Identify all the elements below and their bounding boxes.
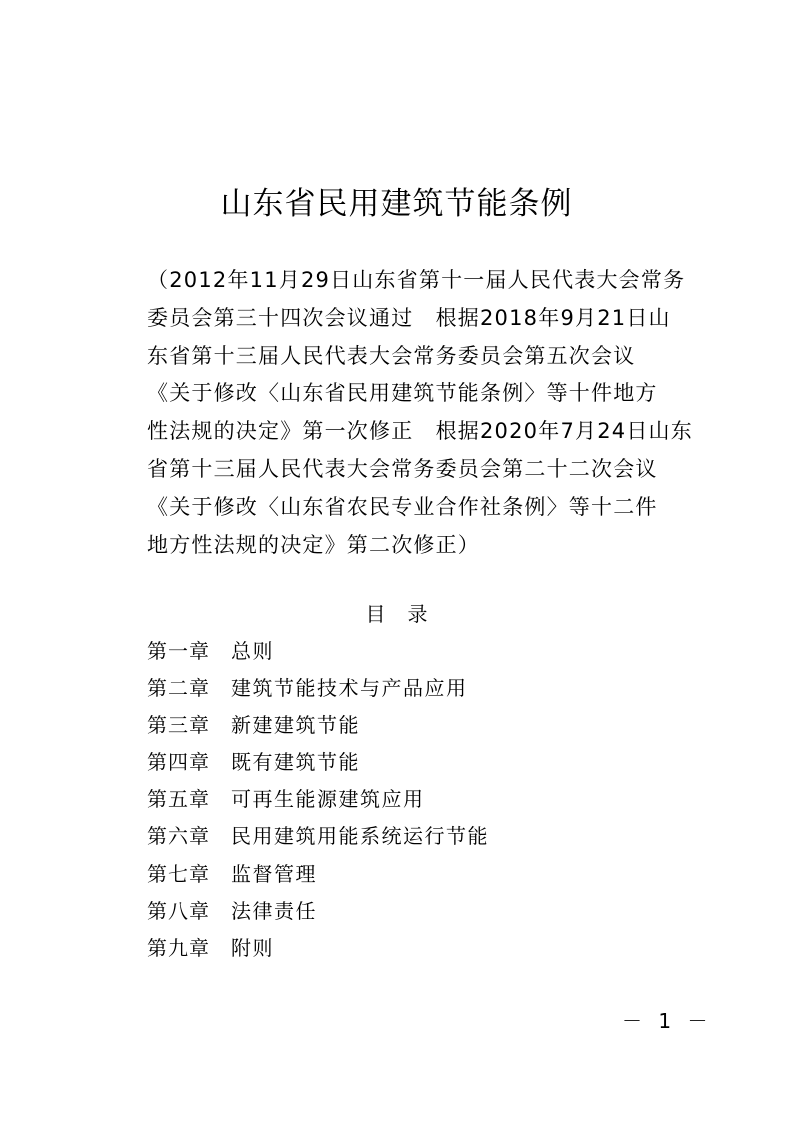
document-title: 山东省民用建筑节能条例	[220, 186, 573, 222]
chapter-number: 第六章	[147, 824, 210, 849]
chapter-name: 民用建筑用能系统运行节能	[231, 824, 489, 849]
chapter-name: 总则	[231, 639, 274, 663]
preamble-line: 省第十三届人民代表大会常务委员会第二十二次会议	[147, 456, 658, 481]
page-number: － 1 －	[622, 1009, 713, 1033]
toc-item	[147, 633, 489, 670]
chapter-number: 第九章	[147, 935, 210, 960]
preamble	[147, 262, 693, 564]
toc-item	[147, 707, 489, 744]
preamble-line: 东省第十三届人民代表大会常务委员会第五次会议	[147, 343, 636, 368]
preamble-line: （2012年11月29日山东省第十一届人民代表大会常务	[147, 268, 686, 292]
preamble-line: 《关于修改〈山东省民用建筑节能条例〉等十件地方	[147, 381, 658, 406]
chapter-number: 第七章	[147, 861, 210, 886]
chapter-name: 法律责任	[231, 898, 317, 923]
toc-item	[147, 930, 489, 967]
toc-heading: 目录	[365, 602, 450, 626]
preamble-line: 性法规的决定》第一次修正 根据2020年7月24日山东	[147, 419, 693, 444]
toc-item	[147, 856, 489, 893]
toc-item	[147, 670, 489, 707]
preamble-line: 《关于修改〈山东省农民专业合作社条例〉等十二件	[147, 494, 658, 519]
chapter-number: 第二章	[147, 676, 210, 701]
toc-item	[147, 744, 489, 781]
toc-item	[147, 781, 489, 818]
toc-item	[147, 818, 489, 855]
toc-item	[147, 893, 489, 930]
chapter-name: 可再生能源建筑应用	[231, 787, 425, 812]
table-of-contents	[147, 633, 489, 967]
chapter-name: 建筑节能技术与产品应用	[231, 676, 468, 701]
chapter-number: 第三章	[147, 713, 210, 738]
preamble-line: 委员会第三十四次会议通过 根据2018年9月21日山	[147, 305, 671, 330]
chapter-number: 第一章	[147, 639, 210, 663]
chapter-name: 既有建筑节能	[231, 750, 360, 775]
chapter-number: 第五章	[147, 787, 210, 812]
chapter-name: 监督管理	[231, 861, 317, 886]
chapter-name: 新建建筑节能	[231, 713, 360, 738]
preamble-line: 地方性法规的决定》第二次修正）	[147, 532, 480, 557]
chapter-number: 第八章	[147, 898, 210, 923]
chapter-name: 附则	[231, 935, 274, 960]
chapter-number: 第四章	[147, 750, 210, 775]
